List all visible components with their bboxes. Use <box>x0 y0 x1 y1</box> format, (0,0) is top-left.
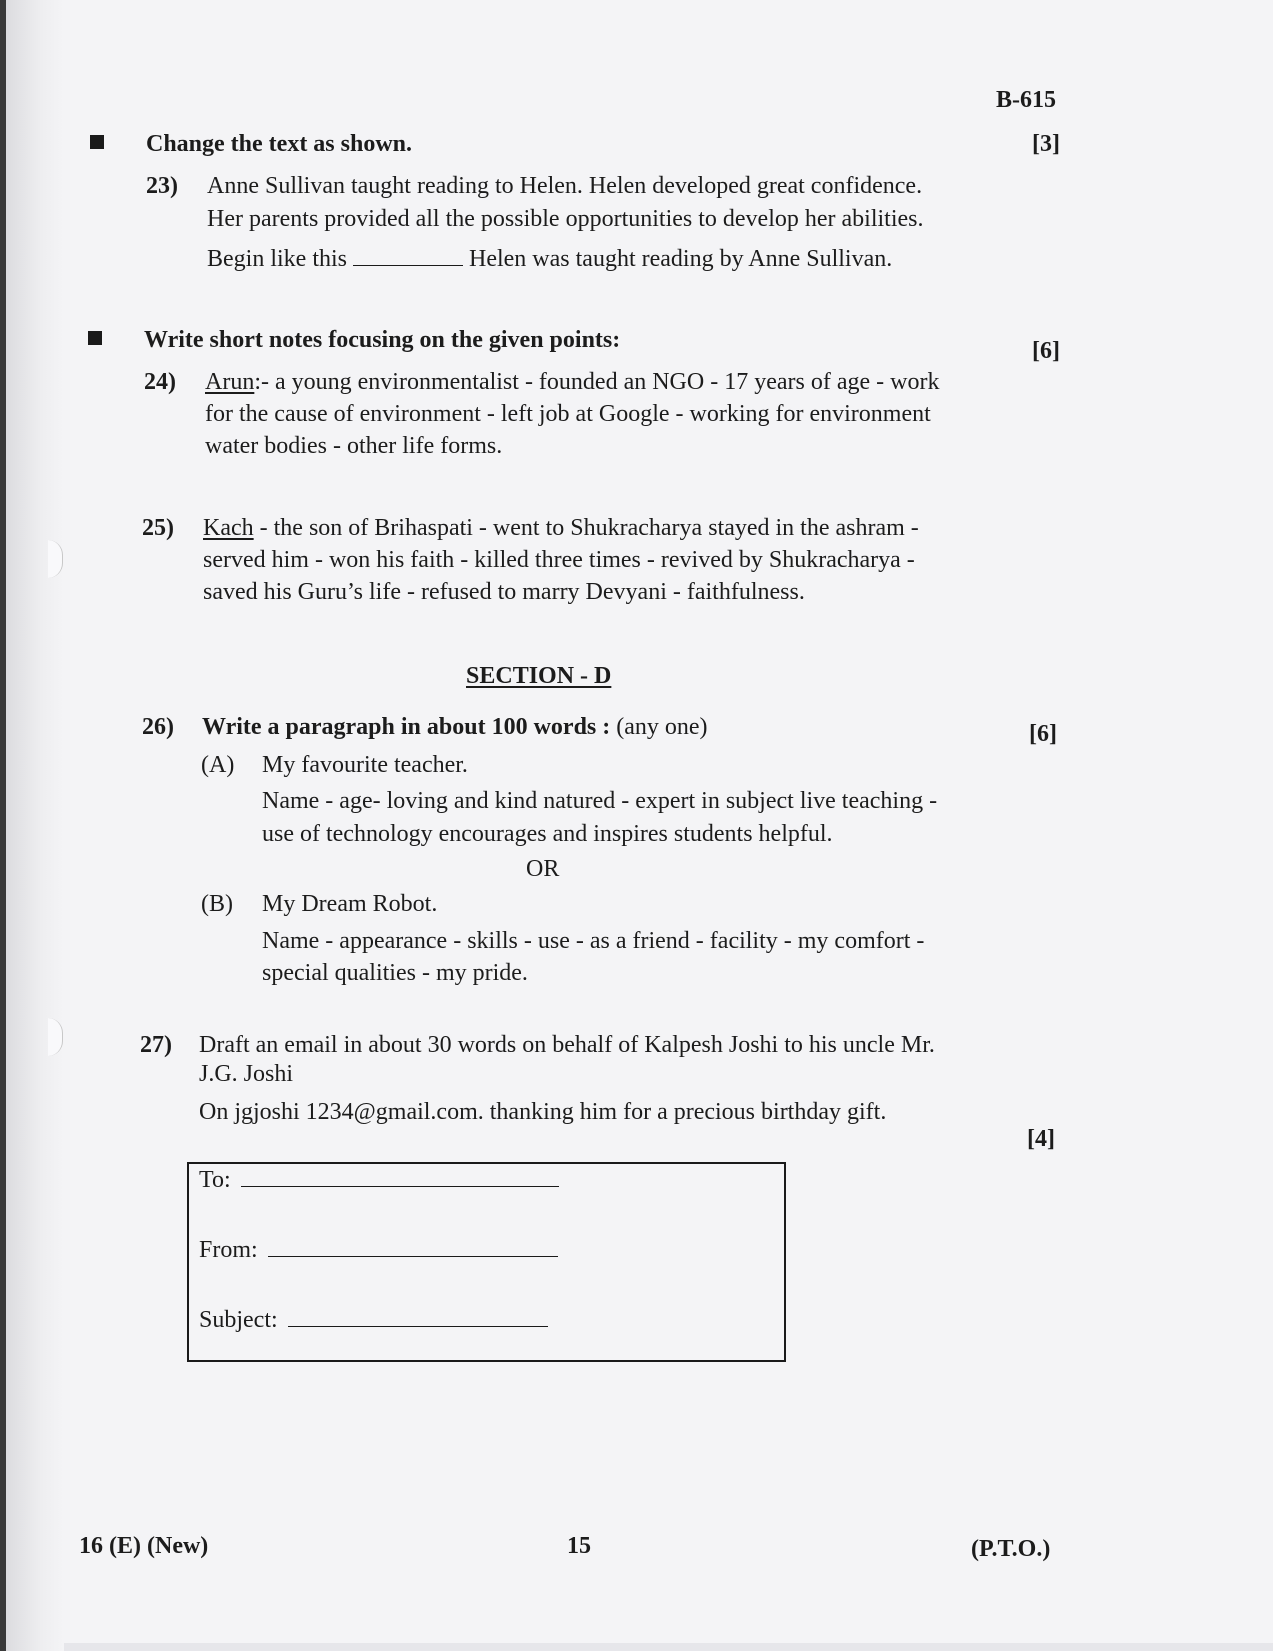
email-subject-field[interactable] <box>288 1304 548 1327</box>
option-hint-line: Name - age- loving and kind natured - expert in subject live teaching - <box>262 788 938 814</box>
email-form-box <box>187 1162 786 1362</box>
option-label: (B) <box>201 891 233 917</box>
instruction-short-notes: Write short notes focusing on the given points: <box>144 327 621 353</box>
question-24-line: for the cause of environment - left job at Google - working for environment <box>205 401 931 427</box>
email-to-label: To: <box>199 1167 231 1193</box>
question-number: 26) <box>142 714 174 740</box>
page-shadow <box>6 0 64 1651</box>
footer-paper-id: 16 (E) (New) <box>79 1533 209 1559</box>
option-title: My favourite teacher. <box>262 752 468 778</box>
note-line-rest: :- a young environmentalist - founded an NGO - 17 years of age - work <box>254 369 940 395</box>
question-27-line: Draft an email in about 30 words on behalf of Kalpesh Joshi to his uncle Mr. <box>199 1032 935 1058</box>
email-from-row <box>199 1234 558 1266</box>
note-subject-name: Arun <box>205 369 255 395</box>
footer-pto: (P.T.O.) <box>971 1536 1051 1562</box>
option-hint-line: use of technology encourages and inspires students helpful. <box>262 821 833 847</box>
paper-code: B-615 <box>996 87 1056 113</box>
question-27-line: J.G. Joshi <box>199 1061 294 1087</box>
question-27-line: On jgjoshi 1234@gmail.com. thanking him for a precious birthday gift. <box>199 1099 887 1125</box>
bullet-icon <box>88 331 102 345</box>
email-to-row <box>199 1164 559 1196</box>
instruction-change-text: Change the text as shown. <box>146 131 413 157</box>
option-label: (A) <box>201 752 235 778</box>
email-subject-row <box>199 1304 548 1336</box>
question-number: 27) <box>140 1032 172 1058</box>
question-23-begin <box>207 243 892 275</box>
question-number: 23) <box>146 173 178 199</box>
page-bottom-edge <box>64 1643 1273 1651</box>
marks-badge: [6] <box>1032 338 1060 364</box>
section-heading: SECTION - D <box>466 663 612 689</box>
option-hint-line: Name - appearance - skills - use - as a friend - facility - my comfort - <box>262 928 925 954</box>
question-number: 24) <box>144 369 176 395</box>
instruction-bold: Write a paragraph in about 100 words : <box>202 714 611 740</box>
marks-badge: [4] <box>1027 1126 1055 1152</box>
note-line-rest: - the son of Brihaspati - went to Shukracharya stayed in the ashram - <box>253 515 919 541</box>
option-title: My Dream Robot. <box>262 891 438 917</box>
email-subject-label: Subject: <box>199 1307 278 1333</box>
footer-page-number: 15 <box>567 1533 591 1559</box>
question-24-line <box>205 366 939 398</box>
marks-badge: [3] <box>1032 131 1060 157</box>
question-24-line: water bodies - other life forms. <box>205 433 503 459</box>
question-25-line: served him - won his faith - killed three times - revived by Shukracharya - <box>203 547 915 573</box>
bullet-icon <box>90 135 104 149</box>
instruction-rest: (any one) <box>610 714 708 740</box>
question-number: 25) <box>142 515 174 541</box>
email-from-label: From: <box>199 1237 258 1263</box>
begin-suffix: Helen was taught reading by Anne Sullivan. <box>469 246 893 272</box>
note-subject-name: Kach <box>203 515 254 541</box>
email-to-field[interactable] <box>241 1164 559 1187</box>
or-separator: OR <box>526 856 560 882</box>
question-23-line: Her parents provided all the possible opportunities to develop her abilities. <box>207 206 924 232</box>
question-25-line <box>203 512 919 544</box>
fill-blank <box>353 245 463 266</box>
email-from-field[interactable] <box>268 1234 558 1257</box>
begin-prefix: Begin like this <box>207 246 347 272</box>
marks-badge: [6] <box>1029 721 1057 747</box>
option-hint-line: special qualities - my pride. <box>262 960 528 986</box>
question-26-instruction <box>202 711 708 743</box>
question-25-line: saved his Guru’s life - refused to marry Devyani - faithfulness. <box>203 579 805 605</box>
question-23-line: Anne Sullivan taught reading to Helen. Helen developed great confidence. <box>207 173 923 199</box>
